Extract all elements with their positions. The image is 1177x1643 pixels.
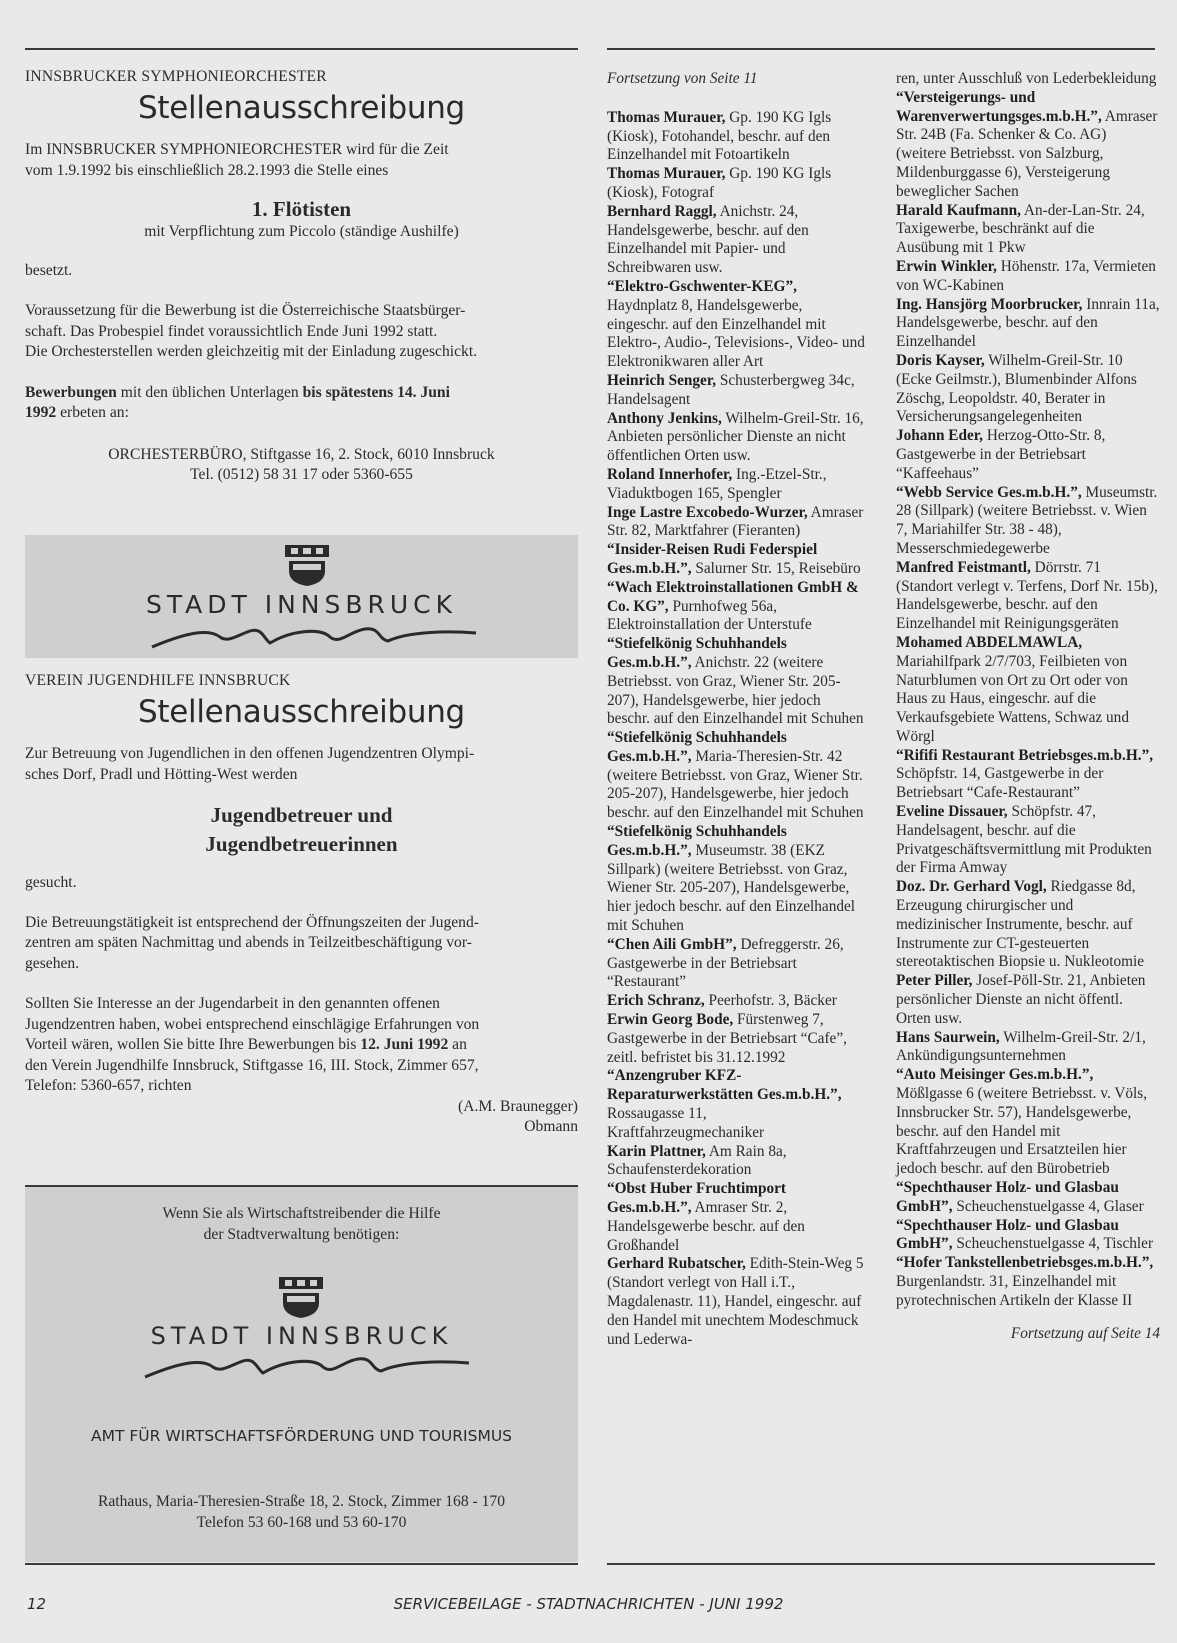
listing-details: Amraser Str. 82, Marktfahrer (Fieranten) <box>607 503 864 540</box>
listing-details: Ing.-Etzel-Str., Viaduktbogen 165, Spengler <box>607 465 827 502</box>
listing-entry <box>607 1143 865 1181</box>
listing-entry <box>607 635 865 729</box>
listing-details: Salurner Str. 15, Reisebüro <box>691 559 861 577</box>
listing-name: “Stiefelkönig Schuhhandels Ges.m.b.H.”, <box>607 823 787 859</box>
listing-name: Doris Kayser, <box>896 351 985 369</box>
application-span: Vorteil wären, wollen Sie bitte Ihre Bewerbungen bis <box>25 1036 361 1053</box>
listing-entry <box>896 1217 1160 1255</box>
listing-name: “Obst Huber Fruchtimport Ges.m.b.H.”, <box>607 1180 787 1217</box>
position-title: Jugendbetreuer und <box>210 803 393 827</box>
listing-details: Gp. 190 KG Igls (Kiosk), Fotohandel, beschr. auf den Einzelhandel mit Fotoartikeln <box>607 108 832 164</box>
river-wave-icon <box>150 623 480 653</box>
listing-entry <box>896 427 1160 483</box>
listing-entry <box>607 1180 865 1255</box>
signature-title: Obmann <box>524 1118 578 1135</box>
listing-entry <box>896 972 1160 1028</box>
page-number: 12 <box>27 1595 47 1613</box>
listing-name: “Elektro-Gschwenter-KEG”, <box>607 277 797 295</box>
listing-details: Peerhofstr. 3, Bäcker <box>704 992 837 1010</box>
requirements-line: Die Orchesterstellen werden gleichzeitig mit der Einladung zugeschickt. <box>25 343 478 360</box>
application-span: mit den üblichen Unterlagen <box>116 383 303 401</box>
listing-column-2 <box>896 70 1160 1343</box>
bottom-rule-right <box>607 1563 1155 1565</box>
ad-headline: Stellenausschreibung <box>138 694 465 730</box>
ad-headline: Stellenausschreibung <box>138 90 465 126</box>
listing-entry <box>607 109 865 165</box>
listing-details: Dörrstr. 71 (Standort verlegt v. Terfens, Dorf Nr. 15b), Handelsgewerbe, beschr. auf den Einzelhandel mit Reinigungsgeräten <box>896 558 1158 633</box>
listing-details: Mariahilfpark 2/7/703, Feilbieten von Naturblumen von Ort zu Ort oder von Haus zu Haus, eingeschr. auf die Verkaufsgebiete Wattens, Schwaz und Wörgl <box>896 652 1129 745</box>
position-subtitle: mit Verpflichtung zum Piccolo (ständige Aushilfe) <box>144 223 459 240</box>
listing-details: Scheuchenstuelgasse 4, Tischler <box>952 1235 1154 1253</box>
listing-entry <box>896 70 1160 89</box>
stadt-innsbruck-banner <box>25 535 578 658</box>
listing-name: Bernhard Raggl, <box>607 202 717 220</box>
ad-intro-line: vom 1.9.1992 bis einschließlich 28.2.1993 die Stelle eines <box>25 161 389 179</box>
listing-name: Mohamed ABDELMAWLA, <box>896 633 1083 651</box>
listing-name: Eveline Dissauer, <box>896 803 1008 821</box>
listing-details: Amraser Str. 24B (Fa. Schenker & Co. AG) (weitere Betriebsst. von Salzburg, Mildenburggasse 6), Versteigerung beweglicher Sachen <box>896 107 1158 200</box>
listing-details: Scheuchenstuelgasse 4, Glaser <box>952 1197 1144 1215</box>
listing-details: Schusterbergweg 34c, Handelsagent <box>607 371 855 408</box>
listing-entry <box>896 258 1160 296</box>
application-span: an <box>448 1036 467 1053</box>
description-line: gesehen. <box>25 954 80 972</box>
listing-details: Museumstr. 28 (Sillpark) (weitere Betriebsst. v. Wien 7, Mariahilfer Str. 38 - 48), Messerschmiedegewerbe <box>896 483 1158 557</box>
requirements-line: schaft. Das Probespiel findet voraussichtlich Ende Juni 1992 statt. <box>25 322 438 340</box>
listing-name: Ing. Hansjörg Moorbrucker, <box>896 295 1083 313</box>
listing-name: Harald Kaufmann, <box>896 201 1021 219</box>
listing-details: Schöpfstr. 14, Gastgewerbe in der Betriebsart “Cafe-Restaurant” <box>896 765 1104 802</box>
city-crest-icon <box>277 1275 325 1319</box>
listing-name: Erwin Winkler, <box>896 257 997 275</box>
listing-name: “Spechthauser Holz- und Glasbau GmbH”, <box>896 1216 1119 1253</box>
application-line <box>25 1035 578 1056</box>
listing-entry <box>896 484 1160 559</box>
application-line: Jugendzentren haben, wobei entsprechend einschlägige Erfahrungen von <box>25 1015 480 1033</box>
listing-name: Roland Innerhofer, <box>607 465 733 483</box>
listing-name: “Stiefelkönig Schuhhandels Ges.m.b.H.”, <box>607 635 787 671</box>
application-deadline: bis spätestens 14. Juni <box>302 383 450 401</box>
application-deadline: 12. Juni 1992 <box>360 1036 449 1053</box>
listing-name: “Rififi Restaurant Betriebsges.m.b.H.”, <box>896 746 1154 764</box>
listing-details: Edith-Stein-Weg 5 (Standort verlegt von Hall i.T., Magdalenastr. 11), Handel, eingeschr. auf den Handel mit unechtem Modeschmuck und Lederwa- <box>607 1255 864 1348</box>
listing-entry <box>607 278 865 372</box>
listing-name: Anthony Jenkins, <box>607 409 722 427</box>
listing-entries <box>607 109 865 1350</box>
listing-column-1 <box>607 70 865 1349</box>
besetzt-text: besetzt. <box>25 261 73 279</box>
listing-entry <box>607 823 865 936</box>
listing-entry <box>896 1254 1160 1310</box>
listing-name: Inge Lastre Excobedo-Wurzer, <box>607 503 808 521</box>
listing-entry <box>607 203 865 278</box>
listing-name: Erich Schranz, <box>607 992 705 1010</box>
listing-details: Gp. 190 KG Igls (Kiosk), Fotograf <box>607 165 832 201</box>
listing-entry <box>896 747 1160 803</box>
listing-details: Burgenlandstr. 31, Einzelhandel mit pyrotechnischen Artikeln der Klasse II <box>896 1273 1133 1309</box>
listing-entry <box>896 803 1160 878</box>
listing-name: “Webb Service Ges.m.b.H.”, <box>896 483 1082 501</box>
footer-title: SERVICEBEILAGE - STADTNACHRICHTEN - JUNI 1992 <box>393 1595 784 1613</box>
listing-entry <box>896 352 1160 427</box>
top-rule-left <box>25 48 578 50</box>
listing-entry <box>607 1067 865 1142</box>
continued-to: Fortsetzung auf Seite 14 <box>1010 1324 1160 1342</box>
orchestra-ad <box>25 68 578 486</box>
city-crest-icon <box>283 543 331 587</box>
listing-name: “Spechthauser Holz- und Glasbau GmbH”, <box>896 1179 1119 1215</box>
listing-entry <box>607 992 865 1011</box>
listing-entry <box>896 878 1160 972</box>
banner-text-line: Wenn Sie als Wirtschaftstreibender die Hilfe <box>162 1205 441 1222</box>
listing-entry <box>896 559 1160 634</box>
listing-details: Mößlgasse 6 (weitere Betriebsst. v. Völs, Innsbrucker Str. 57), Handelsgewerbe, beschr. auf den Handel mit Kraftfahrzeugen und Ersatzteilen hier jedoch beschr. auf den Bürobetrieb <box>896 1085 1148 1178</box>
description-line: Die Betreuungstätigkeit ist entsprechend der Öffnungszeiten der Jugend- <box>25 913 479 931</box>
listing-details: Schöpfstr. 47, Handelsagent, beschr. auf die Privatgeschäftsvermittlung mit Produkten der Firma Amway <box>896 803 1152 877</box>
listing-name: “Stiefelkönig Schuhhandels Ges.m.b.H.”, <box>607 729 787 765</box>
listing-details: Wilhelm-Greil-Str. 16, Anbieten persönlicher Dienste an nicht öffentlichen Orten usw. <box>607 409 864 465</box>
listing-details: Purnhofweg 56a, Elektroinstallation der Unterstufe <box>607 597 812 634</box>
listing-name: Thomas Murauer, <box>607 165 726 183</box>
application-text <box>25 383 578 424</box>
listing-entry <box>607 410 865 466</box>
position-title: Jugendbetreuerinnen <box>205 832 398 856</box>
listing-details: Amraser Str. 2, Handelsgewerbe beschr. auf den Großhandel <box>607 1199 805 1254</box>
listing-details: An-der-Lan-Str. 24, Taxigewerbe, beschränkt auf die Ausübung mit 1 Pkw <box>896 201 1145 257</box>
banner-text-line: der Stadtverwaltung benötigen: <box>203 1225 400 1243</box>
listing-entry <box>896 634 1160 747</box>
listing-entry <box>896 1029 1160 1067</box>
description-line: zentren am späten Nachmittag und abends in Teilzeitbeschäftigung vor- <box>25 934 472 951</box>
listing-details: Wilhelm-Greil-Str. 10 (Ecke Geilmstr.), Blumenbinder Alfons Zöschg, Leopoldstr. 40, Berater in Versicherungsangelegenheiten <box>896 351 1137 426</box>
listing-details: Herzog-Otto-Str. 8, Gastgewerbe in der Betriebsart “Kaffeehaus” <box>896 427 1106 482</box>
listing-entry <box>607 504 865 542</box>
listing-entry <box>607 936 865 992</box>
listing-name: “Chen Aili GmbH”, <box>607 935 737 953</box>
office-address: Rathaus, Maria-Theresien-Straße 18, 2. Stock, Zimmer 168 - 170 <box>97 1493 506 1510</box>
application-line: den Verein Jugendhilfe Innsbruck, Stiftgasse 16, III. Stock, Zimmer 657, <box>25 1056 479 1074</box>
river-wave-icon <box>143 1353 473 1383</box>
continued-from: Fortsetzung von Seite 11 <box>607 70 758 87</box>
listing-entry <box>896 1066 1160 1179</box>
listing-entry <box>896 202 1160 258</box>
gesucht-text: gesucht. <box>25 874 77 891</box>
listing-name: Erwin Georg Bode, <box>607 1011 734 1029</box>
listing-details: Rossaugasse 11, Kraftfahrzeugmechaniker <box>607 1105 765 1141</box>
listing-details: Am Rain 8a, Schaufensterdekoration <box>607 1142 787 1179</box>
listing-details: ren, unter Ausschluß von Lederbekleidung <box>896 70 1157 87</box>
requirements-line: Voraussetzung für die Bewerbung ist die Österreichische Staatsbürger- <box>25 302 466 319</box>
signature-name: (A.M. Braunegger) <box>458 1097 578 1115</box>
listing-entry <box>896 1179 1160 1217</box>
ad-intro-line: Im INNSBRUCKER SYMPHONIEORCHESTER wird für die Zeit <box>25 141 449 158</box>
listing-name: Hans Saurwein, <box>896 1028 1000 1046</box>
listing-entry <box>896 89 1160 202</box>
application-line: Telefon: 5360-657, richten <box>25 1077 192 1094</box>
ad-organization: VEREIN JUGENDHILFE INNSBRUCK <box>25 672 291 689</box>
listing-name: “Insider-Reisen Rudi Federspiel Ges.m.b.H.”, <box>607 541 818 577</box>
listing-entry <box>607 729 865 823</box>
listing-name: Heinrich Senger, <box>607 371 717 389</box>
ad-intro-line: Zur Betreuung von Jugendlichen in den offenen Jugendzentren Olympi- <box>25 745 475 762</box>
listing-name: “Versteigerungs- und Warenverwertungsges.m.b.H.”, <box>896 88 1102 125</box>
listing-details: Maria-Theresien-Str. 42 (weitere Betriebsst. von Graz, Wiener Str. 205-207), Handelsgewerbe, hier jedoch beschr. auf den Einzelhandel mit Schuhen <box>607 747 864 822</box>
ad-intro-line: sches Dorf, Pradl und Hötting-West werden <box>25 765 298 783</box>
listing-details: Riedgasse 8d, Erzeugung chirurgischer und medizinischer Instrumente, beschr. auf Instrumente zur CT-gesteuerten stereotaktischen Biopsie u. Nukleotomie <box>896 878 1145 971</box>
listing-entry <box>896 296 1160 352</box>
listing-name: Doz. Dr. Gerhard Vogl, <box>896 878 1047 896</box>
listing-details: Josef-Pöll-Str. 21, Anbieten persönlicher Dienste an nicht öffentl. Orten usw. <box>896 972 1146 1027</box>
listing-name: “Auto Meisinger Ges.m.b.H.”, <box>896 1066 1094 1084</box>
listing-details: Höhenstr. 17a, Vermieten von WC-Kabinen <box>896 257 1156 294</box>
listing-details: Innrain 11a, Handelsgewerbe, beschr. auf den Einzelhandel <box>896 295 1160 351</box>
listing-details: Wilhelm-Greil-Str. 2/1, Ankündigungsunternehmen <box>896 1028 1146 1065</box>
listing-entry <box>607 466 865 504</box>
city-logo-text: STADT INNSBRUCK <box>145 590 458 619</box>
listing-name: Johann Eder, <box>896 427 984 445</box>
application-year: 1992 <box>25 404 57 421</box>
application-span: erbeten an: <box>56 404 129 421</box>
position-title: 1. Flötisten <box>251 197 352 221</box>
office-phone: Telefon 53 60-168 und 53 60-170 <box>196 1514 407 1531</box>
city-logo-text: STADT INNSBRUCK <box>150 1322 453 1350</box>
bottom-rule-left <box>25 1563 578 1565</box>
listing-entry <box>607 1255 865 1349</box>
office-name: AMT FÜR WIRTSCHAFTSFÖRDERUNG UND TOURISMUS <box>90 1427 513 1445</box>
application-bold: Bewerbungen <box>25 383 117 401</box>
listing-name: “Wach Elektroinstallationen GmbH & Co. KG”, <box>607 578 859 615</box>
business-office-banner <box>25 1187 578 1562</box>
listing-details: Defreggerstr. 26, Gastgewerbe in der Betriebsart “Restaurant” <box>607 935 844 991</box>
orchestra-phone: Tel. (0512) 58 31 17 oder 5360-655 <box>190 466 413 483</box>
listing-details: Anichstr. 22 (weitere Betriebsst. von Graz, Wiener Str. 205-207), Handelsgewerbe, hier jedoch beschr. auf den Einzelhandel mit Schuhen <box>607 653 864 728</box>
orchestra-address: ORCHESTERBÜRO, Stiftgasse 16, 2. Stock, 6010 Innsbruck <box>108 445 495 463</box>
youth-ad <box>25 672 578 1138</box>
listing-details: Museumstr. 38 (EKZ Sillpark) (weitere Betriebsst. von Graz, Wiener Str. 205-207), Handelsgewerbe, hier jedoch beschr. auf den Einzelhandel mit Schuhen <box>607 841 856 935</box>
listing-name: “Hofer Tankstellenbetriebsges.m.b.H.”, <box>896 1254 1154 1272</box>
listing-entry <box>607 541 865 579</box>
listing-name: Peter Piller, <box>896 972 973 990</box>
listing-entry <box>607 1011 865 1067</box>
listing-entry <box>607 579 865 635</box>
listing-name: “Anzengruber KFZ-Reparaturwerkstätten Ges.m.b.H.”, <box>607 1067 842 1104</box>
listing-name: Manfred Feistmantl, <box>896 558 1031 576</box>
listing-entry <box>607 165 865 203</box>
listing-name: Karin Plattner, <box>607 1142 706 1160</box>
listing-entry <box>607 372 865 410</box>
application-line: Sollten Sie Interesse an der Jugendarbeit in den genannten offenen <box>25 995 440 1012</box>
top-rule-right <box>607 48 1155 50</box>
listing-details: Anichstr. 24, Handelsgewerbe, beschr. auf den Einzelhandel mit Papier- und Schreibwaren usw. <box>607 202 809 277</box>
listing-name: Thomas Murauer, <box>607 108 726 126</box>
listing-name: Gerhard Rubatscher, <box>607 1255 746 1273</box>
listing-details: Fürstenweg 7, Gastgewerbe in der Betriebsart “Cafe”, zeitl. befristet bis 31.12.1992 <box>607 1011 847 1066</box>
listing-entries <box>896 70 1160 1311</box>
ad-organization: INNSBRUCKER SYMPHONIEORCHESTER <box>25 68 327 85</box>
listing-details: Haydnplatz 8, Handelsgewerbe, eingeschr. auf den Einzelhandel mit Elektro-, Audio-, Televisions-, Video- und Elektronikwaren aller Art <box>607 296 865 371</box>
